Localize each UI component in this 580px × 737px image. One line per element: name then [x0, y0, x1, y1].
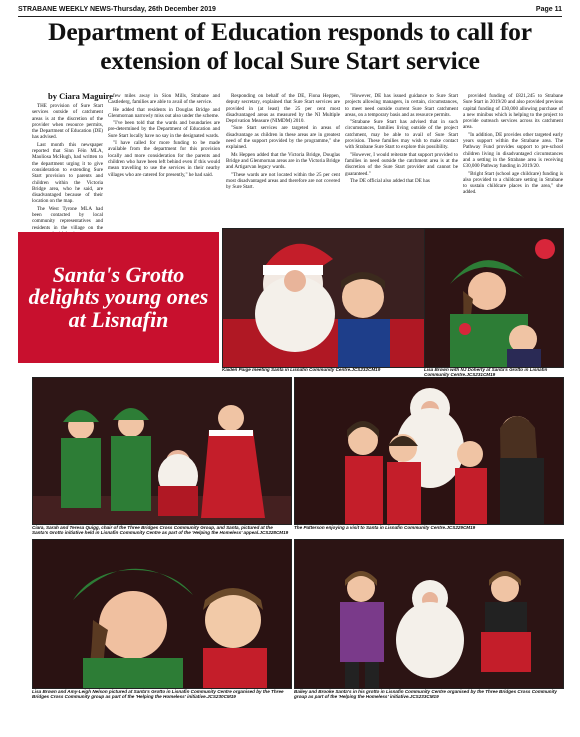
photo-quigg-santa	[32, 377, 292, 525]
photo-caption-5: Lisa Brown and Amy-Leigh Nelson pictured at Santa's Grotto in Lisnafin Community Centre organised by the Three Bridges Cross Community group as part of the 'Helping the Homeless' initiative.JCS230CM19	[32, 689, 284, 700]
byline: by Ciara Maguire	[48, 91, 114, 101]
headline: Department of Education responds to call for extension of local Sure Start service	[48, 17, 532, 75]
photo-caption-2: Lisa Brown with NJ Doherty at Santa's Grotto in Lisnafin Community Centre.JCS231CM19	[424, 367, 548, 378]
article-column-3: Responding on behalf of the DE, Fiona Heppen, deputy secretary, explained that Sure Start services are provided in (at least) the 25 per cent most disadvantaged areas as measured by the NI Multiple Deprivation Measure (NIMDM) 2010. "Sure Start services are targeted in areas of disadvantage as children in these areas are in greatest need of the support provided by the programme," she explained. Ms Heppen added that the Victoria Bridge, Douglas Bridge and Glenmornan areas are in the Victoria Bridge and Artigarvan legacy wards. "These wards are not located within the 25 per cent most disadvantaged areas and therefore are not covered by Sure Start.	[226, 93, 340, 191]
photo-bailey-brooke	[294, 539, 564, 689]
photo-caption-4: The Patterson enjoying a visit to Santa in Lisnafin Community Centre.JCS229CM19	[294, 525, 476, 530]
promo-headline-box	[18, 232, 219, 363]
masthead	[18, 4, 562, 17]
article-column-1: THE provision of Sure Start services outside of catchment areas is at the discretion of the provider when resource permits, the Department of Education (DE) has advised. Last month this newspaper reported that Sinn Féin MLA, Maolíosa McHugh, had written to the department urging it to give consideration to extending Sure Start provision to parents and children within the Victoria Bridge area, who he said, are disadvantaged because of their location on the map. The West Tyrone MLA had been contacted by local community representatives and residents in the village on the	[32, 103, 103, 231]
masthead-date: STRABANE WEEKLY NEWS-Thursday, 26th December 2019	[18, 6, 216, 13]
page-number: Page 11	[535, 6, 562, 13]
photo-kaiden-santa	[222, 228, 425, 368]
promo-headline: Santa's Grotto delights young ones at Lisnafin	[28, 261, 209, 332]
article-column-2: few miles away in Sion Mills, Strabane and Castlederg, families are able to avail of the service. He added that residents in Douglas Bridge and Glenmornan narrowly miss out also under the scheme. "I've been told that the wards and boundaries are pre-determined by the Department of Education and Sure Start locally have no say in the designated wards. "I have called for more funding to be made available from the department for this provision locally and more consideration for the parents and children who have been left behind even if this would mean travelling to use the services in their nearby villages who are catered for presently," he had said.	[108, 93, 220, 178]
photo-lisa-amy-leigh	[32, 539, 292, 689]
photo-lisa-nj	[424, 228, 564, 368]
photo-caption-1: Kaiden Paige meeting Santa in Lisnafin Community Centre.JCS232CM19	[222, 367, 381, 372]
photo-caption-6: Bailey and Brooke Santa's in his grotto in Lisnafin Community Centre organised by the Three Bridges Cross Community group as part of the 'Helping the Homeless' initiative.JCS233CM19	[294, 689, 557, 700]
photo-caption-3: Ciara, Sarah and Teresa Quigg, chair of the Three Bridges Cross Community Group, and Santa, pictured at the Santa's Grotto initiative held in Lisnafin Community Centre as part of the 'Helping the Homeless' appeal.JCS228CM19	[32, 525, 289, 536]
article-column-5: provided funding of £821,245 to Strabane Sure Start in 2019/20 and also provided previous capital funding of £30,000 allowing purchase of a new minibus which is helping to the project to provide outreach services across its catchment area. "In addition, DE provides other targeted early years support within the Strabane area. The Pathway Fund provides support to pre-school children living in disadvantaged circumstances and a setting in the Strabane area is receiving £30,000 Pathway funding in 2019/20. "Bright Start (school age childcare) funding is also provided to a childcare setting in Strabane to sustain childcare places in the area," she added.	[463, 93, 563, 196]
photo-patterson-santa	[294, 377, 564, 525]
article-column-4: "However, DE has issued guidance to Sure Start projects allowing managers, in certain, circumstances, to meet need outside current Sure Start catchment areas, on a temporary basis and as resource permits. "Strabane Sure Start has advised that in such circumstances, families living outside of the project catchment, may be able to avail of Sure Start provision. These families may wish to make contact with Strabane Sure Start to explore this possibility. "However, I would reiterate that support provided to families in need outside the catchment area is at the discretion of the Sure Start provider and cannot be guaranteed." The DE official also added that DE has	[345, 93, 458, 184]
